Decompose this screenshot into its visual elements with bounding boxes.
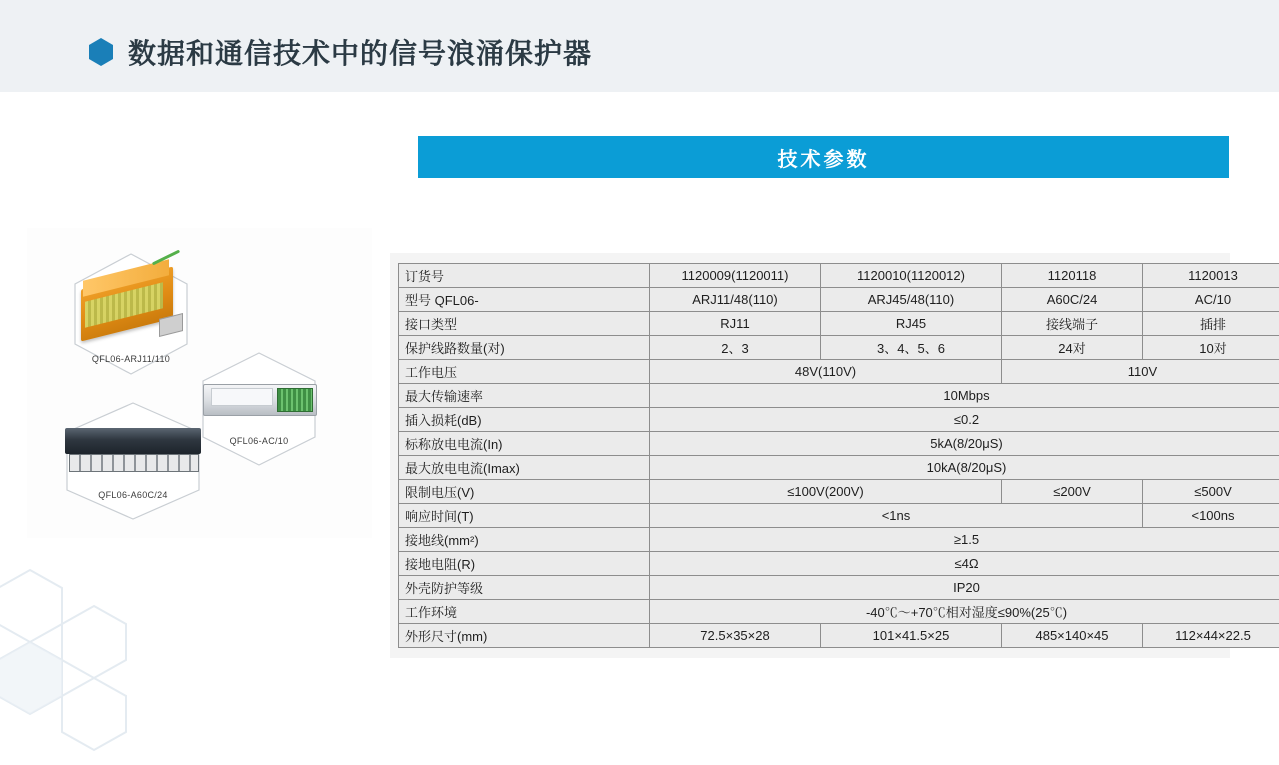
spec-row-label: 标称放电电流(In): [399, 432, 650, 456]
spec-row-label: 外壳防护等级: [399, 576, 650, 600]
spec-cell: 72.5×35×28: [650, 624, 821, 648]
spec-cell: 48V(110V): [650, 360, 1002, 384]
decorative-hexagon-cluster: [0, 530, 270, 760]
table-row: [399, 504, 1279, 528]
spec-row-label: 工作电压: [399, 360, 650, 384]
spec-cell: ≤4Ω: [650, 552, 1279, 576]
table-row: [399, 576, 1279, 600]
table-row: [399, 336, 1279, 360]
spec-table-body: [399, 264, 1279, 648]
spec-cell: ≤100V(200V): [650, 480, 1002, 504]
table-row: [399, 312, 1279, 336]
spec-cell: 1120009(1120011): [650, 264, 821, 288]
page-title: 数据和通信技术中的信号浪涌保护器: [128, 32, 592, 72]
product-caption: QFL06-ARJ11/110: [67, 354, 195, 364]
spec-cell: 10kA(8/20μS): [650, 456, 1279, 480]
product-photo-arj11: [67, 250, 195, 390]
spec-cell: ≤200V: [1002, 480, 1143, 504]
table-row: [399, 360, 1279, 384]
spec-cell: 1120010(1120012): [821, 264, 1002, 288]
spec-cell: ARJ45/48(110): [821, 288, 1002, 312]
spec-cell: 2、3: [650, 336, 821, 360]
section-banner: [418, 136, 1229, 178]
spec-row-label: 订货号: [399, 264, 650, 288]
device-label: [211, 388, 273, 406]
spec-cell: 10对: [1143, 336, 1279, 360]
spec-cell: -40℃～+70℃相对湿度≤90%(25℃): [650, 600, 1279, 624]
product-photo-ac10: [195, 350, 323, 480]
spec-row-label: 接地线(mm²): [399, 528, 650, 552]
spec-cell: 插排: [1143, 312, 1279, 336]
spec-cell: A60C/24: [1002, 288, 1143, 312]
spec-cell: <1ns: [650, 504, 1143, 528]
spec-row-label: 接口类型: [399, 312, 650, 336]
spec-cell: ≤0.2: [650, 408, 1279, 432]
spec-cell: 112×44×22.5: [1143, 624, 1279, 648]
spec-row-label: 工作环境: [399, 600, 650, 624]
spec-cell: 24对: [1002, 336, 1143, 360]
spec-cell: RJ45: [821, 312, 1002, 336]
product-caption: QFL06-A60C/24: [59, 490, 207, 500]
table-row: [399, 432, 1279, 456]
spec-cell: 5kA(8/20μS): [650, 432, 1279, 456]
spec-cell: 1120118: [1002, 264, 1143, 288]
spec-cell: AC/10: [1143, 288, 1279, 312]
spec-cell: 10Mbps: [650, 384, 1279, 408]
spec-row-label: 限制电压(V): [399, 480, 650, 504]
table-row: [399, 408, 1279, 432]
product-photo-a60c24: [59, 400, 207, 532]
spec-cell: RJ11: [650, 312, 821, 336]
spec-cell: IP20: [650, 576, 1279, 600]
spec-cell: 3、4、5、6: [821, 336, 1002, 360]
device-body: [65, 428, 201, 454]
device-port-row: [69, 454, 199, 472]
spec-table: [398, 263, 1279, 648]
device-port-block: [277, 388, 313, 412]
table-row: [399, 264, 1279, 288]
spec-cell: <100ns: [1143, 504, 1279, 528]
table-row: [399, 552, 1279, 576]
table-row: [399, 528, 1279, 552]
spec-row-label: 最大放电电流(Imax): [399, 456, 650, 480]
spec-table-panel: [390, 253, 1230, 658]
spec-cell: 101×41.5×25: [821, 624, 1002, 648]
spec-row-label: 最大传输速率: [399, 384, 650, 408]
spec-cell: 1120013: [1143, 264, 1279, 288]
slide-title-row: [88, 32, 592, 72]
spec-cell: 485×140×45: [1002, 624, 1143, 648]
spec-row-label: 型号 QFL06-: [399, 288, 650, 312]
table-row: [399, 384, 1279, 408]
table-row: [399, 624, 1279, 648]
spec-cell: ARJ11/48(110): [650, 288, 821, 312]
product-image-panel: [27, 228, 372, 538]
spec-row-label: 接地电阻(R): [399, 552, 650, 576]
table-row: [399, 600, 1279, 624]
spec-cell: 110V: [1002, 360, 1279, 384]
table-row: [399, 480, 1279, 504]
spec-row-label: 插入损耗(dB): [399, 408, 650, 432]
spec-cell: ≤500V: [1143, 480, 1279, 504]
spec-row-label: 保护线路数量(对): [399, 336, 650, 360]
table-row: [399, 456, 1279, 480]
spec-row-label: 响应时间(T): [399, 504, 650, 528]
table-row: [399, 288, 1279, 312]
spec-cell: 接线端子: [1002, 312, 1143, 336]
section-banner-label: 技术参数: [778, 143, 870, 172]
spec-row-label: 外形尺寸(mm): [399, 624, 650, 648]
product-caption: QFL06-AC/10: [195, 436, 323, 446]
spec-cell: ≥1.5: [650, 528, 1279, 552]
hexagon-bullet-icon: [88, 37, 114, 67]
